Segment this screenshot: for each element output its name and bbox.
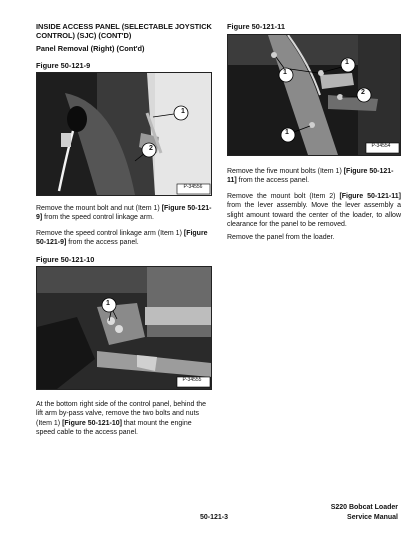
paragraph-5: Remove the mount bolt (Item 2) [Figure 50-121-11] from the lever assembly. Move the lever assembly a slight amount toward the center of the loader, to allow clearance for the panel to be removed. [227,193,401,229]
figure-11-callout-1: 1 [283,69,287,76]
paragraph-2: Remove the speed control linkage arm (Item 1) [Figure 50-121-9] from the access panel. [36,230,208,247]
manual-name: Service Manual [347,514,398,521]
figure-11-callout-2: 2 [361,89,365,96]
figure-11-callout-1c: 1 [285,129,289,136]
figure-reference: [Figure 50-121-9] [36,230,208,247]
figure-9-photo-id: P-34556 [183,184,203,190]
figure-9-callout-1: 1 [181,108,185,115]
paragraph-1: Remove the mount bolt and nut (Item 1) [Figure 50-121-9] from the speed control linkage arm. [36,205,212,222]
model-name: S220 Bobcat Loader [330,504,398,511]
figure-9-label: Figure 50-121-9 [36,61,91,70]
paragraph-6: Remove the panel from the loader. [227,234,335,241]
paragraph-3: At the bottom right side of the control panel, behind the lift arm by-pass valve, remove the two bolts and nuts (Item 1) [Figure 50-121-10] that mount the engine speed cable to the access panel. [36,401,207,437]
figure-10-photo-id: P-34555 [182,377,202,383]
figure-reference: [Figure 50-121-11] [339,193,401,200]
figure-10-photo [36,266,212,390]
figure-reference: [Figure 50-121-9] [36,205,212,222]
figure-9-photo [36,72,212,196]
figure-10-label: Figure 50-121-10 [36,255,95,264]
figure-11-photo-id: P-34554 [371,143,391,149]
figure-9-callout-2: 2 [149,145,153,152]
subheading: Panel Removal (Right) (Cont'd) [36,44,145,53]
figure-11-callout-1b: 1 [345,59,349,66]
page-number: 50-121-3 [200,514,229,521]
paragraph-4: Remove the five mount bolts (Item 1) [Figure 50-121-11] from the access panel. [227,168,394,185]
figure-11-photo [227,34,401,156]
section-title: INSIDE ACCESS PANEL (SELECTABLE JOYSTICK CONTROL) (SJC) (CONT'D) [36,22,212,40]
figure-11-label: Figure 50-121-11 [227,22,285,31]
figure-10-callout-1: 1 [106,300,110,307]
figure-reference: [Figure 50-121-11] [227,168,394,185]
figure-reference: [Figure 50-121-10] [62,419,122,427]
